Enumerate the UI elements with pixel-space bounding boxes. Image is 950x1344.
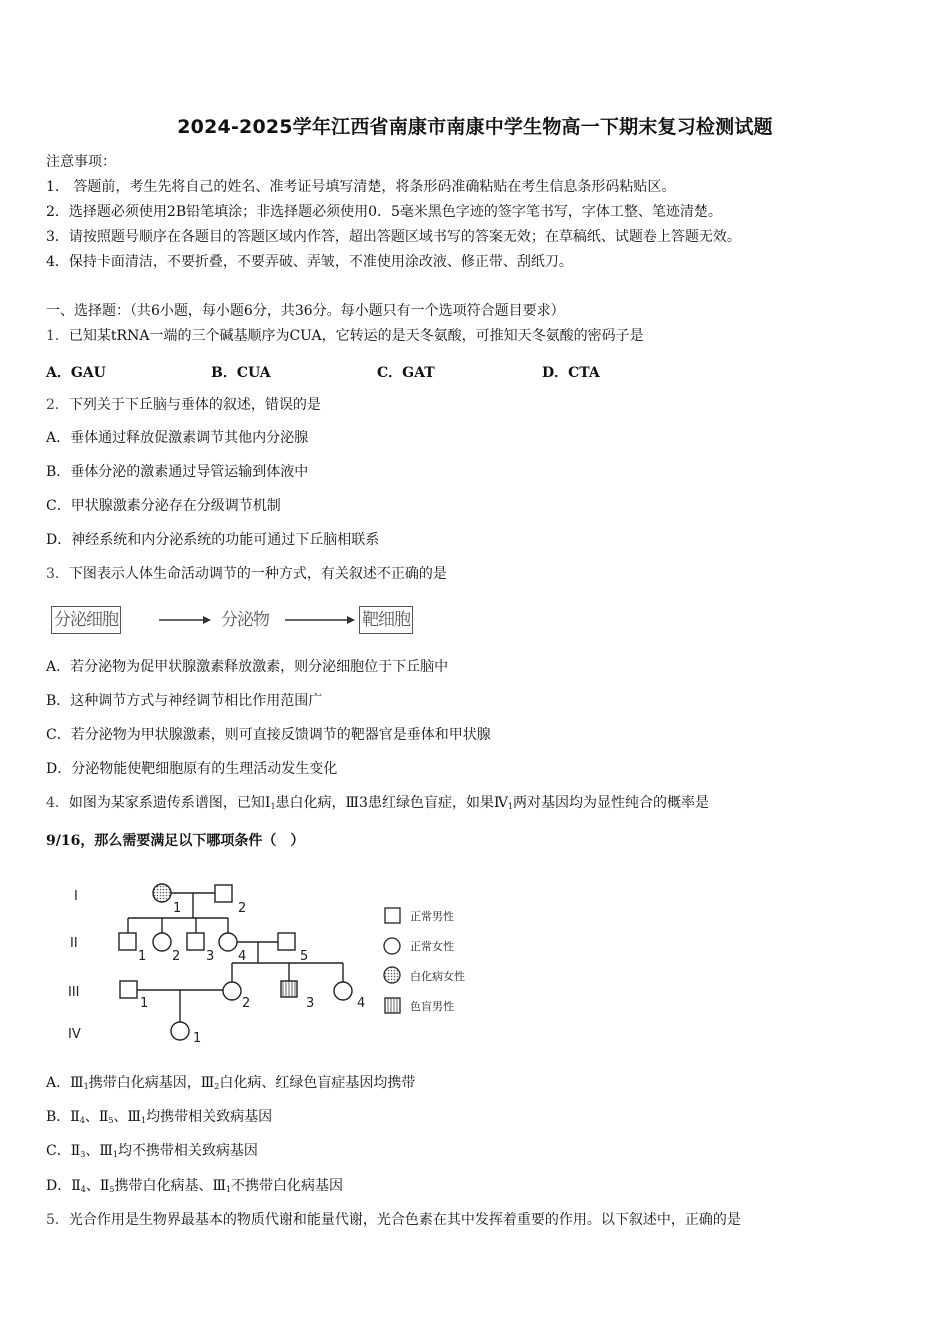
subscript: 1 xyxy=(270,802,276,811)
gen-label-2: II xyxy=(70,936,78,951)
legend-normal-male: 正常男性 xyxy=(410,910,454,923)
question-5 xyxy=(46,1211,741,1229)
regulation-flow-diagram xyxy=(49,606,429,636)
label-III1: 1 xyxy=(140,996,149,1011)
notice-heading: 注意事项： xyxy=(46,154,116,170)
option-b: B．CUA xyxy=(211,365,271,381)
normal-female-III4 xyxy=(334,982,352,1000)
legend-colorblind-male: 色盲男性 xyxy=(410,1000,454,1013)
label-I2: 2 xyxy=(238,901,247,916)
gen-label-1: I xyxy=(74,889,78,904)
normal-male-I2 xyxy=(215,885,232,902)
label-II4: 4 xyxy=(238,949,247,964)
q3-option-d: D．分泌物能使靶细胞原有的生理活动发生变化 xyxy=(46,761,338,777)
question-text: 下列关于下丘脑与垂体的叙述，错误的是 xyxy=(68,397,321,413)
label-II3: 3 xyxy=(206,949,215,964)
question-number: 5． xyxy=(46,1212,69,1228)
q4-option-c: C．$Ⅱ_3$、$Ⅲ_1$均不携带相关致病基因 xyxy=(46,1143,258,1159)
page-title: 2024-2025学年江西省南康市南康中学生物高一下期末复习检测试题 xyxy=(177,116,773,138)
normal-male-II5 xyxy=(278,933,295,950)
q2-option-c: C．甲状腺激素分泌存在分级调节机制 xyxy=(46,498,281,514)
question-text: 如图为某家系遗传系谱图，已知Ⅰ xyxy=(68,795,271,811)
option-c: C．GAT xyxy=(377,365,435,381)
question-text: 两对基因均为显性纯合的概率是 xyxy=(513,795,710,811)
gen-label-4: IV xyxy=(68,1027,81,1042)
q2-option-d: D．神经系统和内分泌系统的功能可通过下丘脑相联系 xyxy=(46,532,380,548)
option-d: D．CTA xyxy=(542,365,600,381)
normal-female-II2 xyxy=(153,933,171,951)
section-heading: 一、选择题：（共6小题，每小题6分，共36分。每小题只有一个选项符合题目要求） xyxy=(46,303,565,319)
notice-item-2: 2．选择题必须使用2B铅笔填涂；非选择题必须使用0．5毫米黑色字迹的签字笔书写，字体工整、笔迹清楚。 xyxy=(46,204,722,220)
arrow-right-icon xyxy=(285,614,355,626)
question-text: 下图表示人体生命活动调节的一种方式，有关叙述不正确的是 xyxy=(68,566,447,582)
label-I1: 1 xyxy=(173,901,182,916)
colorblind-male-III3 xyxy=(281,981,297,997)
question-3 xyxy=(46,565,447,583)
question-text: 光合作用是生物界最基本的物质代谢和能量代谢，光合色素在其中发挥着重要的作用。以下叙述中，正确的是 xyxy=(68,1212,741,1228)
q2-option-b: B．垂体分泌的激素通过导管运输到体液中 xyxy=(46,464,309,480)
question-number: 4． xyxy=(46,795,69,811)
question-4-line-2: 9/16，那么需要满足以下哪项条件（ ） xyxy=(46,833,305,849)
legend-male-symbol xyxy=(385,908,400,923)
arrow-right-icon xyxy=(159,614,211,626)
normal-female-IV1 xyxy=(171,1022,189,1040)
question-number: 3． xyxy=(46,566,69,582)
legend-albino-female: 白化病女性 xyxy=(410,970,465,983)
question-4 xyxy=(46,794,709,816)
normal-female-II4 xyxy=(219,933,237,951)
flow-target-cell: 靶细胞 xyxy=(359,606,413,634)
flow-secretion: 分泌物 xyxy=(221,610,269,630)
label-II2: 2 xyxy=(172,949,181,964)
notice-item-4: 4．保持卡面清洁，不要折叠，不要弄破、弄皱，不准使用涂改液、修正带、刮纸刀。 xyxy=(46,254,573,270)
label-IV1: 1 xyxy=(193,1031,202,1046)
option-a: A．GAU xyxy=(46,365,106,381)
label-II5: 5 xyxy=(300,949,309,964)
normal-male-II3 xyxy=(187,933,204,950)
question-text: 已知某tRNA一端的三个碱基顺序为CUA，它转运的是天冬氨酸，可推知天冬氨酸的密码子是 xyxy=(68,328,644,344)
legend-albino-symbol xyxy=(384,967,400,983)
gen-label-3: III xyxy=(68,985,80,1000)
legend-normal-female: 正常女性 xyxy=(410,940,454,953)
q3-option-a: A．若分泌物为促甲状腺激素释放激素，则分泌细胞位于下丘脑中 xyxy=(46,659,449,675)
q4-option-a: A．$Ⅲ_1$携带白化病基因，$Ⅲ_2$白化病、红绿色盲症基因均携带 xyxy=(46,1075,416,1091)
normal-male-II1 xyxy=(119,933,136,950)
label-III2: 2 xyxy=(242,996,251,1011)
question-number: 2． xyxy=(46,397,69,413)
legend-colorblind-symbol xyxy=(385,998,400,1013)
pedigree-chart xyxy=(60,870,480,1050)
q3-option-b: B．这种调节方式与神经调节相比作用范围广 xyxy=(46,693,323,709)
question-text: 患白化病，Ⅲ3患红绿色盲症，如果Ⅳ xyxy=(275,795,508,811)
legend-female-symbol xyxy=(384,938,400,954)
notice-item-3: 3．请按照题号顺序在各题目的答题区域内作答，超出答题区域书写的答案无效；在草稿纸、试题卷上答题无效。 xyxy=(46,229,741,245)
label-III3: 3 xyxy=(306,996,315,1011)
q4-option-b: B．$Ⅱ_4$、$Ⅱ_5$、$Ⅲ_1$均携带相关致病基因 xyxy=(46,1109,273,1125)
label-II1: 1 xyxy=(138,949,147,964)
notice-item-1: 1. 答题前，考生先将自己的姓名、准考证号填写清楚，将条形码准确粘贴在考生信息条形码粘贴区。 xyxy=(46,179,676,195)
q4-option-d: D．$Ⅱ_4$、$Ⅱ_5$携带白化病基、$Ⅲ_1$不携带白化病基因 xyxy=(46,1178,344,1194)
normal-female-III2 xyxy=(223,982,241,1000)
normal-male-III1 xyxy=(120,981,137,998)
subscript: 1 xyxy=(507,802,514,811)
flow-secretory-cell: 分泌细胞 xyxy=(51,606,121,634)
question-2 xyxy=(46,396,321,414)
label-III4: 4 xyxy=(357,996,366,1011)
q3-option-c: C．若分泌物为甲状腺激素，则可直接反馈调节的靶器官是垂体和甲状腺 xyxy=(46,727,491,743)
question-1 xyxy=(46,327,644,345)
q2-option-a: A．垂体通过释放促激素调节其他内分泌腺 xyxy=(46,430,309,446)
question-number: 1． xyxy=(46,328,69,344)
albino-female-I1 xyxy=(153,884,171,902)
